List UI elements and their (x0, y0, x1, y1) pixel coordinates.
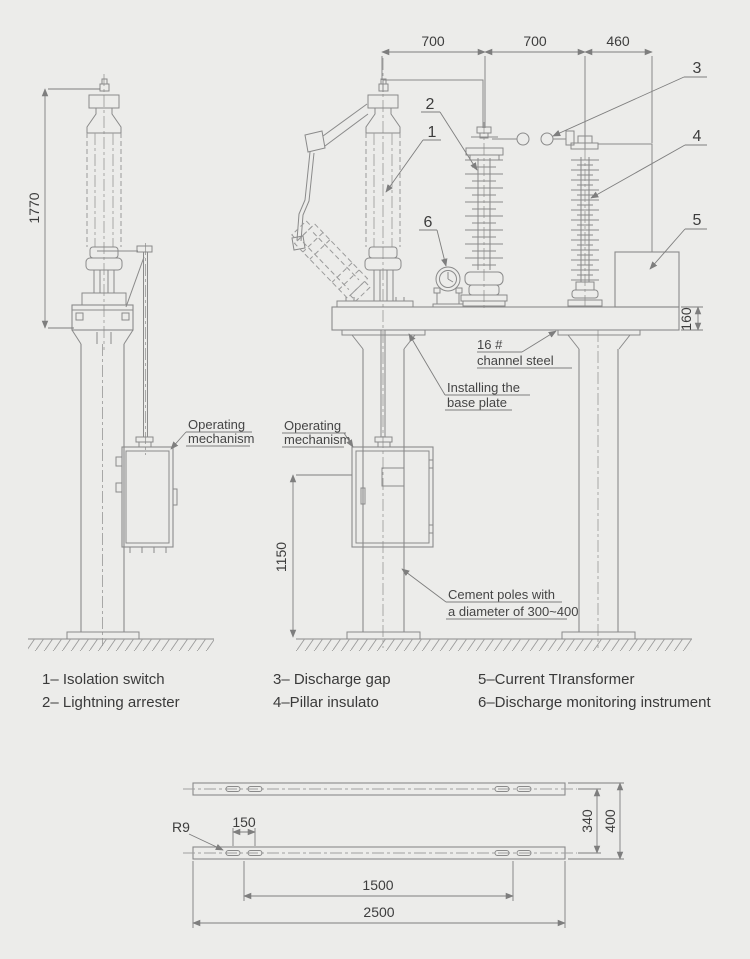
pole-line2: a diameter of 300~400 (448, 604, 579, 619)
discharge-gap-ball-left (517, 133, 529, 145)
left-side-view (26, 74, 254, 651)
part-label-1: 1 (427, 124, 437, 141)
dim-400-text: 400 (602, 809, 618, 833)
dim-1150 (273, 475, 352, 637)
current-transformer-box (615, 252, 679, 307)
part-label-6: 6 (423, 214, 433, 231)
isolation-switch-side (72, 79, 133, 330)
channel-steel-beam (332, 307, 679, 330)
steel-line2: channel steel (477, 353, 554, 368)
dim-160-text: 160 (678, 307, 694, 331)
cement-pole-left (67, 330, 139, 639)
dim-r9 (172, 819, 223, 850)
steel-line1: 16 # (477, 337, 503, 352)
dim-1770-text: 1770 (26, 192, 42, 224)
operating-mechanism-box-front (352, 447, 433, 547)
legend-item-2: 2– Lightning arrester (42, 694, 180, 711)
legend-item-4: 4–Pillar insulato (273, 694, 379, 711)
dim-1150-text: 1150 (273, 541, 289, 573)
op-left-line2: mechanism (188, 431, 255, 446)
dim-2500 (193, 861, 565, 928)
channel-steel-label (477, 331, 572, 368)
operating-rod-front (375, 330, 392, 447)
part-label-5: 5 (692, 212, 702, 229)
legend-item-1: 1– Isolation switch (42, 671, 165, 688)
plate-line2: base plate (447, 395, 507, 410)
slotted-holes (226, 787, 531, 856)
op-left-line1: Operating (188, 417, 246, 432)
discharge-gap-ball-right (541, 133, 553, 145)
dim-340 (578, 789, 601, 853)
legend-item-5: 5–Current TIransformer (478, 671, 635, 688)
operating-mechanism-box-left (116, 447, 177, 553)
dim-150 (232, 814, 256, 846)
part-label-3: 3 (692, 60, 702, 77)
ground-left (28, 639, 214, 651)
cement-poles-label (402, 569, 578, 619)
part-labels (386, 60, 707, 269)
legend (42, 671, 711, 711)
discharge-monitor-gauge (433, 267, 463, 307)
dim-1500-text: 1500 (362, 877, 394, 893)
part-label-4: 4 (692, 128, 702, 145)
discharge-gap (492, 131, 574, 145)
cement-pole-b (558, 330, 640, 639)
cement-pole-a (342, 330, 425, 639)
dim-400 (568, 783, 624, 859)
dim-700b-text: 700 (523, 33, 547, 49)
dim-700a-text: 700 (421, 33, 445, 49)
operating-rod-left (97, 246, 153, 447)
base-plate-label (409, 334, 530, 410)
dim-340-text: 340 (579, 809, 595, 833)
right-front-view (273, 33, 707, 651)
operating-mechanism-label-left (171, 417, 254, 449)
plan-view (172, 783, 624, 928)
isolation-switch-front (337, 79, 413, 307)
op-right-line2: mechanism (284, 432, 351, 447)
ground-right (296, 639, 692, 651)
part-label-2: 2 (425, 96, 435, 113)
dim-r9-text: R9 (172, 819, 190, 835)
pole-line1: Cement poles with (448, 587, 555, 602)
dim-150-text: 150 (232, 814, 256, 830)
dim-160 (678, 307, 703, 331)
dim-2500-text: 2500 (363, 904, 395, 920)
dim-460-text: 460 (606, 33, 630, 49)
plate-line1: Installing the (447, 380, 520, 395)
drive-rod-front (292, 104, 368, 250)
op-right-line1: Operating (284, 418, 342, 433)
dim-1500 (244, 861, 513, 901)
dim-top-spans (382, 33, 652, 148)
legend-item-3: 3– Discharge gap (273, 671, 391, 688)
operating-mechanism-label-front (282, 418, 353, 447)
legend-item-6: 6–Discharge monitoring instrument (478, 694, 711, 711)
